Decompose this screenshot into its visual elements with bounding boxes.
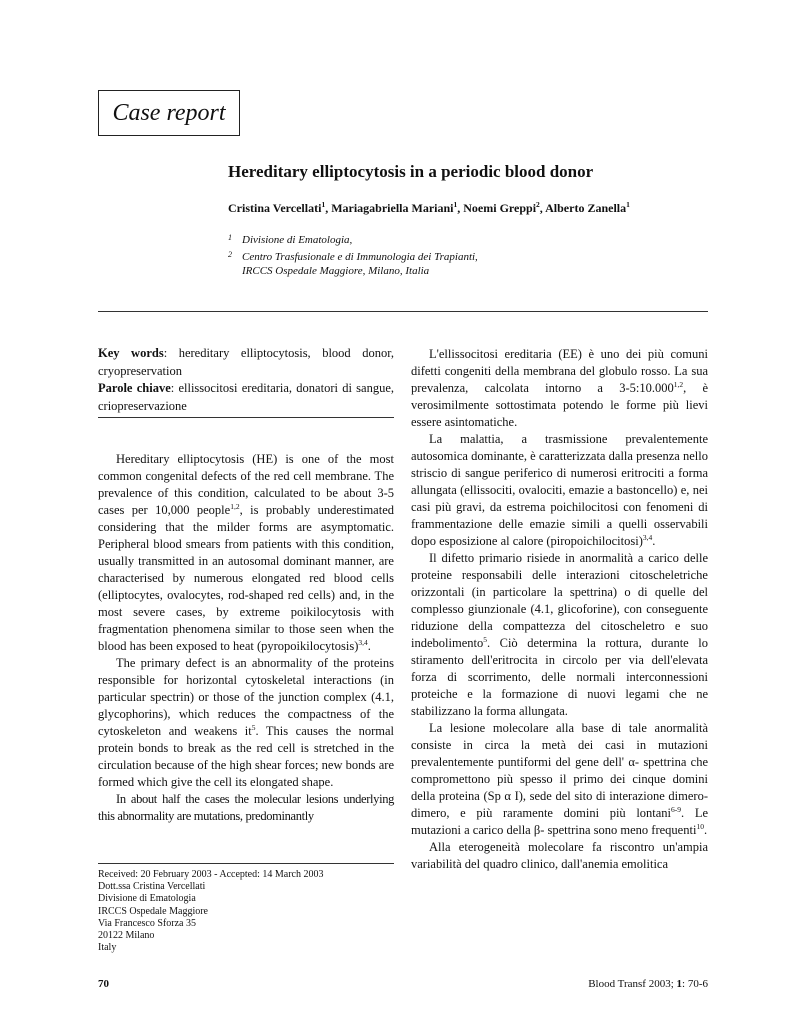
text-run: La malattia, a trasmissione prevalentemente autosomica dominante, è caratterizzata dalla presenza nello striscio di sangue periferico di numerosi eritrociti a forma allungata (ellissociti, ovalociti, emazie a bastoncello) e, nei casi più gravi, da estrema poichilocitosi con fenomeni di frammentazione delle emazie simili a quelli osservabili dopo esposizione al calore (piropoichilocitosi) [411,432,708,548]
text-run: , is probably underestimated considering that the milder forms are asymptomatic. Peripheral blood smears from patients with this condition, usually transmitted in an autosomal dominant manner, are characterised by numerous elongated red blood cells (elliptocytes, ovalocytes, rod-shaped red cells) and, in the most severe cases, by extreme poikilocytosis with fragmentation phenomena similar to those seen when the blood has been exposed to heat (pyropoikilocytosis) [98,503,394,653]
journal-prefix: Blood Transf 2003; [588,978,677,990]
text-run: . This causes the normal protein bonds to break as the red cell is stretched in the circulation because of the high shear forces; new bonds are formed which give the cell its elongated shape. [98,724,394,789]
reference-superscript: 1,2 [230,502,240,511]
keywords-it-label: Parole chiave [98,381,171,395]
affiliation-line [228,248,708,265]
affiliation-line [228,231,708,248]
author-name: Alberto Zanella [545,201,627,215]
keywords-block [98,345,394,415]
correspondence-line: Received: 20 February 2003 - Accepted: 14 March 2003 [98,869,324,880]
text-run: . Le mutazioni a carico della β- spettrina sono meno frequenti [411,806,709,837]
keywords-en-label: Key words [98,346,164,360]
author-affiliation-mark: 1 [626,200,630,209]
right-paragraph-4 [411,720,708,839]
reference-superscript: 3,4 [642,533,653,542]
keywords-en-text: : hereditary elliptocytosis, blood donor, cryopreservation [98,346,395,378]
journal-pages: : 70-6 [682,978,708,990]
article-title: Hereditary elliptocytosis in a periodic blood donor [228,162,594,181]
author-name: Noemi Greppi [463,201,537,215]
section-label: Case report [112,99,226,126]
affiliation-number: 2 [228,249,232,259]
text-run: L'ellissocitosi ereditaria (EE) è uno dei più comuni difetti congeniti della membrana del globulo rosso. La sua prevalenza, calcolata intorno a 3-5:10.000 [411,347,708,395]
correspondence-line: Divisione di Ematologia [98,893,196,905]
journal-volume: 1 [676,978,683,990]
text-run: Alla eterogeneità molecolare fa riscontro un'ampia variabilità del quadro clinico, dall'anemia emolitica [411,840,708,871]
text-run: . Ciò determina la rottura, durante lo stiramento dell'eritrocita in circolo per via dell'elevata forza di scorrimento, delle normali interconnessioni proteiche e la formazione di nuovi legami che ne stabilizzano la forma allungata. [411,636,708,718]
header-divider [98,311,708,312]
text-run: The primary defect is an abnormality of the proteins responsible for horizontal cytoskeletal interactions (in particular spectrin) or those of the junction complex (4.1, glycophorins), which reduces the compactness of the cytoskeleton and weakens it [98,656,394,738]
left-paragraph-1 [98,451,394,655]
left-column [98,451,394,825]
correspondence-line: 20122 Milano [98,930,155,942]
keywords-it-text: : ellissocitosi ereditaria, donatori di sangue, criopreservazione [98,381,395,413]
author-list: Cristina Vercellati$^1$, Mariagabriella Mariani$^1$, Noemi Greppi$^2$, Alberto Zanella$^1$ [228,200,630,215]
right-column [411,346,708,873]
correspondence-line: Dott.ssa Cristina Vercellati [98,881,206,893]
affiliation-text: Divisione di Ematologia, [242,234,353,246]
reference-superscript: 10 [696,822,704,831]
author-name: Cristina Vercellati [228,201,322,215]
page-number: 70 [98,978,109,990]
correspondence-line: IRCCS Ospedale Maggiore [98,905,208,917]
right-paragraph-3 [411,550,708,720]
right-paragraph-2 [411,431,708,550]
left-paragraph-2 [98,655,394,791]
right-paragraph-1 [411,346,708,431]
author-affiliation-mark: 1 [453,200,458,209]
reference-superscript: 1,2 [673,380,684,389]
text-run: Il difetto primario risiede in anormalità a carico delle proteine responsabili delle interazioni citoscheletriche orizzontali (in particolare la spettrina) o di quelle del complesso giunzionale (4.1, glicoforine), con conseguente riduzione della compattezza del citoscheletro e suo indebolimento [411,551,708,650]
left-paragraph-3 [98,791,394,825]
text-run: , è verosimilmente sottostimata potendo le forme più lievi essere asintomatiche. [411,381,708,429]
reference-superscript: 3,4 [358,638,368,647]
correspondence-block [98,869,394,954]
reference-superscript: 6-9 [671,805,682,814]
correspondence-line: Via Francesco Sforza 35 [98,917,196,929]
author-affiliation-mark: 2 [536,200,540,209]
keywords-divider [98,417,394,418]
reference-superscript: 5 [251,723,256,732]
affiliation-line [228,264,708,279]
text-run: La lesione molecolare alla base di tale anormalità consiste in circa la metà dei casi in mutazioni prevalentemente puntiformi del gene dell' α- spettrina che compromettono più spesso il primo dei cinque domini della proteina (Sp α I), sede del sito di interazione dimero-dimero, e più raramente domini più lontani [411,721,708,820]
affiliation-text: IRCCS Ospedale Maggiore, Milano, Italia [242,265,430,277]
journal-citation [588,978,708,990]
text-run: Hereditary elliptocytosis (HE) is one of the most common congenital defects of the red cell membrane. The prevalence of this condition, calculated to be about 3-5 cases per 10,000 people [98,452,394,517]
author-affiliation-mark: 1 [321,200,326,209]
text-run: . [703,823,708,837]
reference-superscript: 5 [483,635,487,644]
keywords-it [98,380,394,415]
text-run: . [652,534,656,548]
affiliations [228,231,708,279]
keywords-en [98,345,394,380]
section-label-box [98,90,240,136]
right-paragraph-5 [411,839,708,873]
affiliation-number: 1 [228,233,232,242]
author-name: Mariagabriella Mariani [331,201,454,215]
text-run: In about half the cases the molecular lesions underlying this abnormality are mutations, predominantly [98,792,394,823]
correspondence-line: Italy [98,942,117,954]
text-run: . [367,639,371,653]
affiliation-text: Centro Trasfusionale e di Immunologia dei Trapianti, [242,250,478,263]
footnote-divider [98,863,394,864]
